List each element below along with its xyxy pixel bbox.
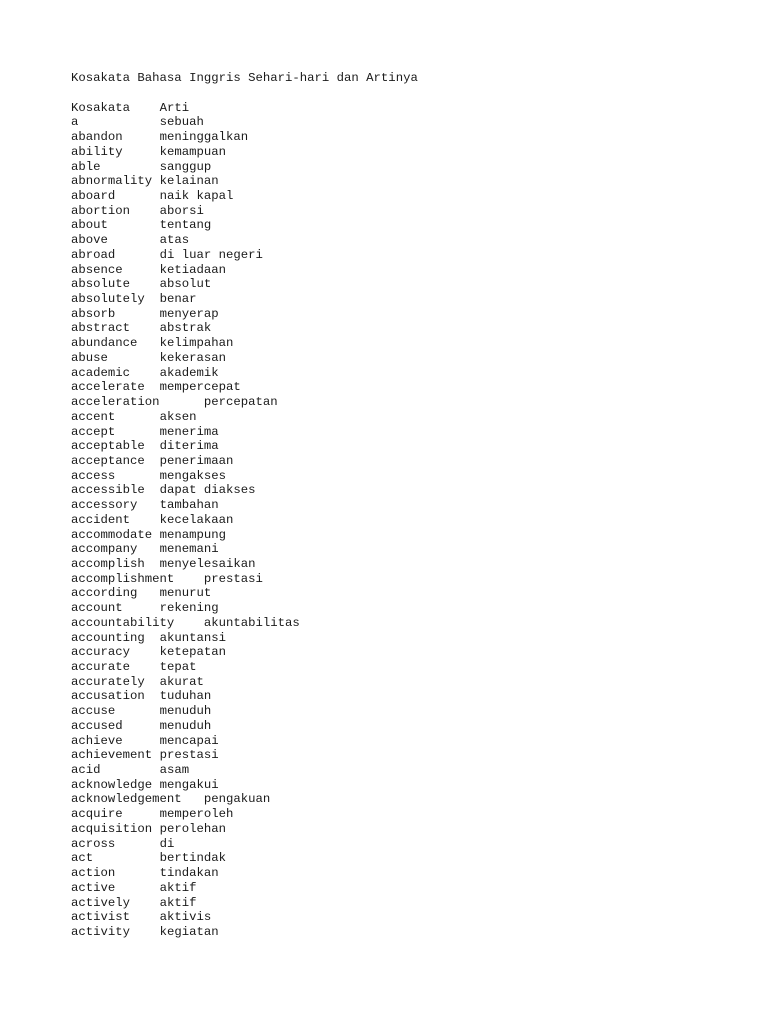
blank-line: [71, 86, 731, 101]
vocab-meaning: diterima: [159, 439, 219, 454]
vocab-meaning: akuntabilitas: [203, 615, 300, 630]
vocab-meaning: menuduh: [159, 704, 212, 719]
tab-spacer: [130, 321, 160, 335]
tab-spacer: [130, 513, 160, 527]
list-item: [71, 719, 731, 734]
tab-spacer: [123, 130, 160, 144]
list-item: [71, 675, 731, 690]
list-item: [71, 925, 731, 940]
vocab-meaning: aksen: [159, 409, 197, 424]
list-item: [71, 145, 731, 160]
vocab-meaning: perolehan: [159, 821, 226, 836]
vocab-word: absolute: [71, 277, 131, 292]
tab-spacer: [123, 263, 160, 277]
list-item: [71, 822, 731, 837]
vocab-meaning: memperoleh: [159, 807, 234, 822]
vocab-meaning: dapat diakses: [159, 483, 256, 498]
vocab-meaning: aktif: [159, 895, 197, 910]
list-item: [71, 130, 731, 145]
vocab-meaning: menyelesaikan: [159, 556, 256, 571]
vocab-meaning: mempercepat: [159, 380, 241, 395]
vocab-word: access: [71, 468, 116, 483]
list-item: [71, 778, 731, 793]
tab-spacer: [123, 145, 160, 159]
vocab-word: accommodate: [71, 527, 153, 542]
list-item: [71, 115, 731, 130]
list-item: [71, 351, 731, 366]
vocab-word: abroad: [71, 247, 116, 262]
tab-spacer: [145, 557, 160, 571]
vocab-word: accusation: [71, 689, 145, 704]
tab-spacer: [130, 645, 160, 659]
tab-spacer: [174, 616, 204, 630]
list-item: [71, 292, 731, 307]
vocab-word: account: [71, 601, 123, 616]
list-item: [71, 439, 731, 454]
list-item: [71, 910, 731, 925]
vocab-meaning: prestasi: [203, 571, 263, 586]
header-meaning: Arti: [159, 100, 190, 115]
vocab-meaning: di luar negeri: [159, 247, 263, 262]
tab-spacer: [130, 204, 160, 218]
vocab-meaning: mengakses: [159, 468, 226, 483]
list-item: [71, 748, 731, 763]
vocab-word: abandon: [71, 130, 123, 145]
vocab-meaning: kelainan: [159, 174, 219, 189]
list-item: [71, 218, 731, 233]
vocab-word: accurately: [71, 674, 145, 689]
vocab-meaning: ketepatan: [159, 645, 226, 660]
tab-spacer: [137, 498, 159, 512]
vocab-word: abstract: [71, 321, 131, 336]
vocab-meaning: sanggup: [159, 159, 212, 174]
list-item: [71, 498, 731, 513]
tab-spacer: [137, 586, 159, 600]
tab-spacer: [145, 483, 160, 497]
tab-spacer: [93, 851, 159, 865]
vocabulary-list: [71, 115, 731, 939]
vocab-word: accountability: [71, 615, 175, 630]
tab-spacer: [152, 778, 159, 792]
tab-spacer: [174, 572, 204, 586]
list-item: [71, 689, 731, 704]
tab-spacer: [145, 439, 160, 453]
vocab-word: absence: [71, 262, 123, 277]
tab-spacer: [115, 248, 159, 262]
vocab-meaning: pengakuan: [203, 792, 271, 807]
vocab-meaning: tentang: [159, 218, 212, 233]
tab-spacer: [130, 896, 160, 910]
list-item: [71, 866, 731, 881]
vocab-word: acceptable: [71, 439, 145, 454]
vocab-word: achieve: [71, 733, 123, 748]
vocab-word: according: [71, 586, 138, 601]
list-item: [71, 837, 731, 852]
vocab-meaning: akurat: [159, 674, 204, 689]
list-item: [71, 660, 731, 675]
tab-spacer: [108, 218, 160, 232]
list-item: [71, 263, 731, 278]
table-header: [71, 101, 731, 116]
vocab-meaning: mencapai: [159, 733, 219, 748]
list-item: [71, 366, 731, 381]
vocab-meaning: asam: [159, 763, 190, 778]
list-item: [71, 395, 731, 410]
tab-spacer: [130, 925, 160, 939]
vocab-meaning: naik kapal: [159, 189, 234, 203]
tab-spacer: [152, 528, 159, 542]
list-item: [71, 321, 731, 336]
tab-spacer: [108, 233, 160, 247]
vocab-word: actively: [71, 895, 131, 910]
vocab-word: accent: [71, 409, 116, 424]
vocab-meaning: menerima: [159, 424, 219, 439]
document-title: Kosakata Bahasa Inggris Sehari-hari dan Artinya: [71, 71, 418, 85]
tab-spacer: [115, 704, 159, 718]
vocab-meaning: aktif: [159, 880, 197, 895]
tab-spacer: [130, 910, 160, 924]
vocab-word: accomplishment: [71, 571, 175, 586]
vocab-word: accelerate: [71, 380, 145, 395]
list-item: [71, 528, 731, 543]
vocab-meaning: benar: [159, 292, 197, 307]
vocab-meaning: atas: [159, 233, 190, 248]
list-item: [71, 380, 731, 395]
vocab-word: above: [71, 233, 108, 248]
list-item: [71, 734, 731, 749]
tab-spacer: [115, 881, 159, 895]
vocab-word: accused: [71, 718, 123, 733]
vocab-word: acknowledgement: [71, 792, 182, 807]
list-item: [71, 277, 731, 292]
vocab-word: abuse: [71, 350, 108, 365]
list-item: [71, 586, 731, 601]
vocab-word: accessible: [71, 483, 145, 498]
tab-spacer: [123, 719, 160, 733]
vocab-meaning: tambahan: [159, 498, 219, 513]
tab-spacer: [115, 837, 159, 851]
list-item: [71, 454, 731, 469]
vocab-meaning: menurut: [159, 586, 212, 601]
vocab-word: a: [71, 115, 79, 130]
tab-spacer: [152, 748, 159, 762]
vocab-word: acceptance: [71, 453, 145, 468]
list-item: [71, 704, 731, 719]
vocab-word: acceleration: [71, 395, 160, 410]
vocab-word: absolutely: [71, 292, 145, 307]
vocab-meaning: kemampuan: [159, 144, 226, 159]
vocab-meaning: absolut: [159, 277, 212, 292]
list-item: [71, 160, 731, 175]
list-item: [71, 189, 731, 204]
vocab-word: acquire: [71, 807, 123, 822]
tab-spacer: [115, 189, 159, 203]
tab-spacer: [130, 660, 160, 674]
list-item: [71, 792, 731, 807]
vocab-word: able: [71, 159, 101, 174]
list-item: [71, 851, 731, 866]
vocab-word: accuse: [71, 704, 116, 719]
list-item: [71, 174, 731, 189]
vocab-word: act: [71, 851, 94, 866]
list-item: [71, 425, 731, 440]
header-word: Kosakata: [71, 100, 131, 115]
list-item: [71, 763, 731, 778]
tab-spacer: [145, 454, 160, 468]
vocab-meaning: bertindak: [159, 851, 226, 866]
vocab-meaning: tepat: [159, 660, 197, 674]
vocab-meaning: penerimaan: [159, 453, 234, 468]
list-item: [71, 336, 731, 351]
tab-spacer: [115, 866, 159, 880]
list-item: [71, 410, 731, 425]
tab-spacer: [152, 174, 159, 188]
vocab-word: accident: [71, 512, 131, 527]
tab-spacer: [152, 822, 159, 836]
vocab-word: abnormality: [71, 174, 153, 189]
tab-spacer: [145, 675, 160, 689]
vocab-meaning: kekerasan: [159, 350, 226, 365]
tab-spacer: [115, 425, 159, 439]
tab-spacer: [115, 410, 159, 424]
vocab-meaning: abstrak: [159, 321, 212, 336]
vocab-word: accurate: [71, 660, 131, 674]
tab-spacer: [115, 307, 159, 321]
list-item: [71, 645, 731, 660]
tab-spacer: [101, 763, 160, 777]
list-item: [71, 513, 731, 528]
vocab-word: abortion: [71, 203, 131, 218]
vocab-meaning: kegiatan: [159, 924, 219, 939]
tab-spacer: [145, 689, 160, 703]
tab-spacer: [130, 277, 160, 291]
tab-spacer: [137, 336, 159, 350]
vocab-meaning: aktivis: [159, 910, 212, 925]
vocab-word: accept: [71, 424, 116, 439]
tab-spacer: [145, 292, 160, 306]
tab-spacer: [101, 160, 160, 174]
vocab-word: accomplish: [71, 556, 145, 571]
tab-spacer: [123, 807, 160, 821]
list-item: [71, 896, 731, 911]
vocab-meaning: di: [159, 836, 175, 851]
vocab-word: activity: [71, 924, 131, 939]
vocab-meaning: akuntansi: [159, 630, 226, 645]
vocab-meaning: menyerap: [159, 306, 219, 321]
vocab-meaning: rekening: [159, 601, 219, 616]
list-item: [71, 248, 731, 263]
tab-spacer: [123, 601, 160, 615]
tab-spacer: [130, 101, 160, 115]
list-item: [71, 807, 731, 822]
vocab-word: achievement: [71, 748, 153, 763]
vocab-meaning: mengakui: [159, 777, 219, 792]
vocab-meaning: prestasi: [159, 748, 219, 763]
list-item: [71, 631, 731, 646]
vocab-meaning: percepatan: [203, 395, 278, 410]
list-item: [71, 557, 731, 572]
vocab-word: accompany: [71, 542, 138, 557]
tab-spacer: [182, 792, 204, 806]
tab-spacer: [108, 351, 160, 365]
list-item: [71, 542, 731, 557]
tab-spacer: [145, 631, 160, 645]
vocab-meaning: menampung: [159, 527, 226, 542]
vocab-meaning: kelimpahan: [159, 336, 234, 351]
document-page: [71, 71, 731, 940]
vocab-meaning: aborsi: [159, 203, 204, 218]
list-item: [71, 483, 731, 498]
vocab-word: acquisition: [71, 821, 153, 836]
vocab-word: action: [71, 866, 116, 881]
vocab-meaning: tindakan: [159, 866, 219, 881]
vocab-meaning: tuduhan: [159, 689, 212, 704]
vocab-word: aboard: [71, 189, 116, 203]
tab-spacer: [130, 366, 160, 380]
vocab-word: activist: [71, 910, 131, 925]
list-item: [71, 204, 731, 219]
vocab-meaning: kecelakaan: [159, 512, 234, 527]
list-item: [71, 881, 731, 896]
list-item: [71, 469, 731, 484]
list-item: [71, 233, 731, 248]
tab-spacer: [145, 380, 160, 394]
tab-spacer: [137, 542, 159, 556]
tab-spacer: [160, 395, 204, 409]
vocab-meaning: menemani: [159, 542, 219, 557]
tab-spacer: [78, 115, 159, 129]
tab-spacer: [123, 734, 160, 748]
vocab-word: across: [71, 836, 116, 851]
vocab-meaning: meninggalkan: [159, 130, 249, 145]
vocab-word: absorb: [71, 306, 116, 321]
vocab-word: accuracy: [71, 645, 131, 660]
vocab-word: accounting: [71, 630, 145, 645]
list-item: [71, 616, 731, 631]
vocab-meaning: akademik: [159, 365, 219, 380]
vocab-word: abundance: [71, 336, 138, 351]
list-item: [71, 307, 731, 322]
vocab-word: acid: [71, 763, 101, 778]
vocab-word: about: [71, 218, 108, 233]
vocab-word: accessory: [71, 498, 138, 513]
vocab-meaning: menuduh: [159, 718, 212, 733]
vocab-meaning: sebuah: [159, 115, 204, 130]
vocab-word: ability: [71, 144, 123, 159]
vocab-word: academic: [71, 365, 131, 380]
tab-spacer: [115, 469, 159, 483]
list-item: [71, 601, 731, 616]
list-item: [71, 572, 731, 587]
vocab-word: acknowledge: [71, 777, 153, 792]
vocab-word: active: [71, 880, 116, 895]
vocab-meaning: ketiadaan: [159, 262, 226, 277]
